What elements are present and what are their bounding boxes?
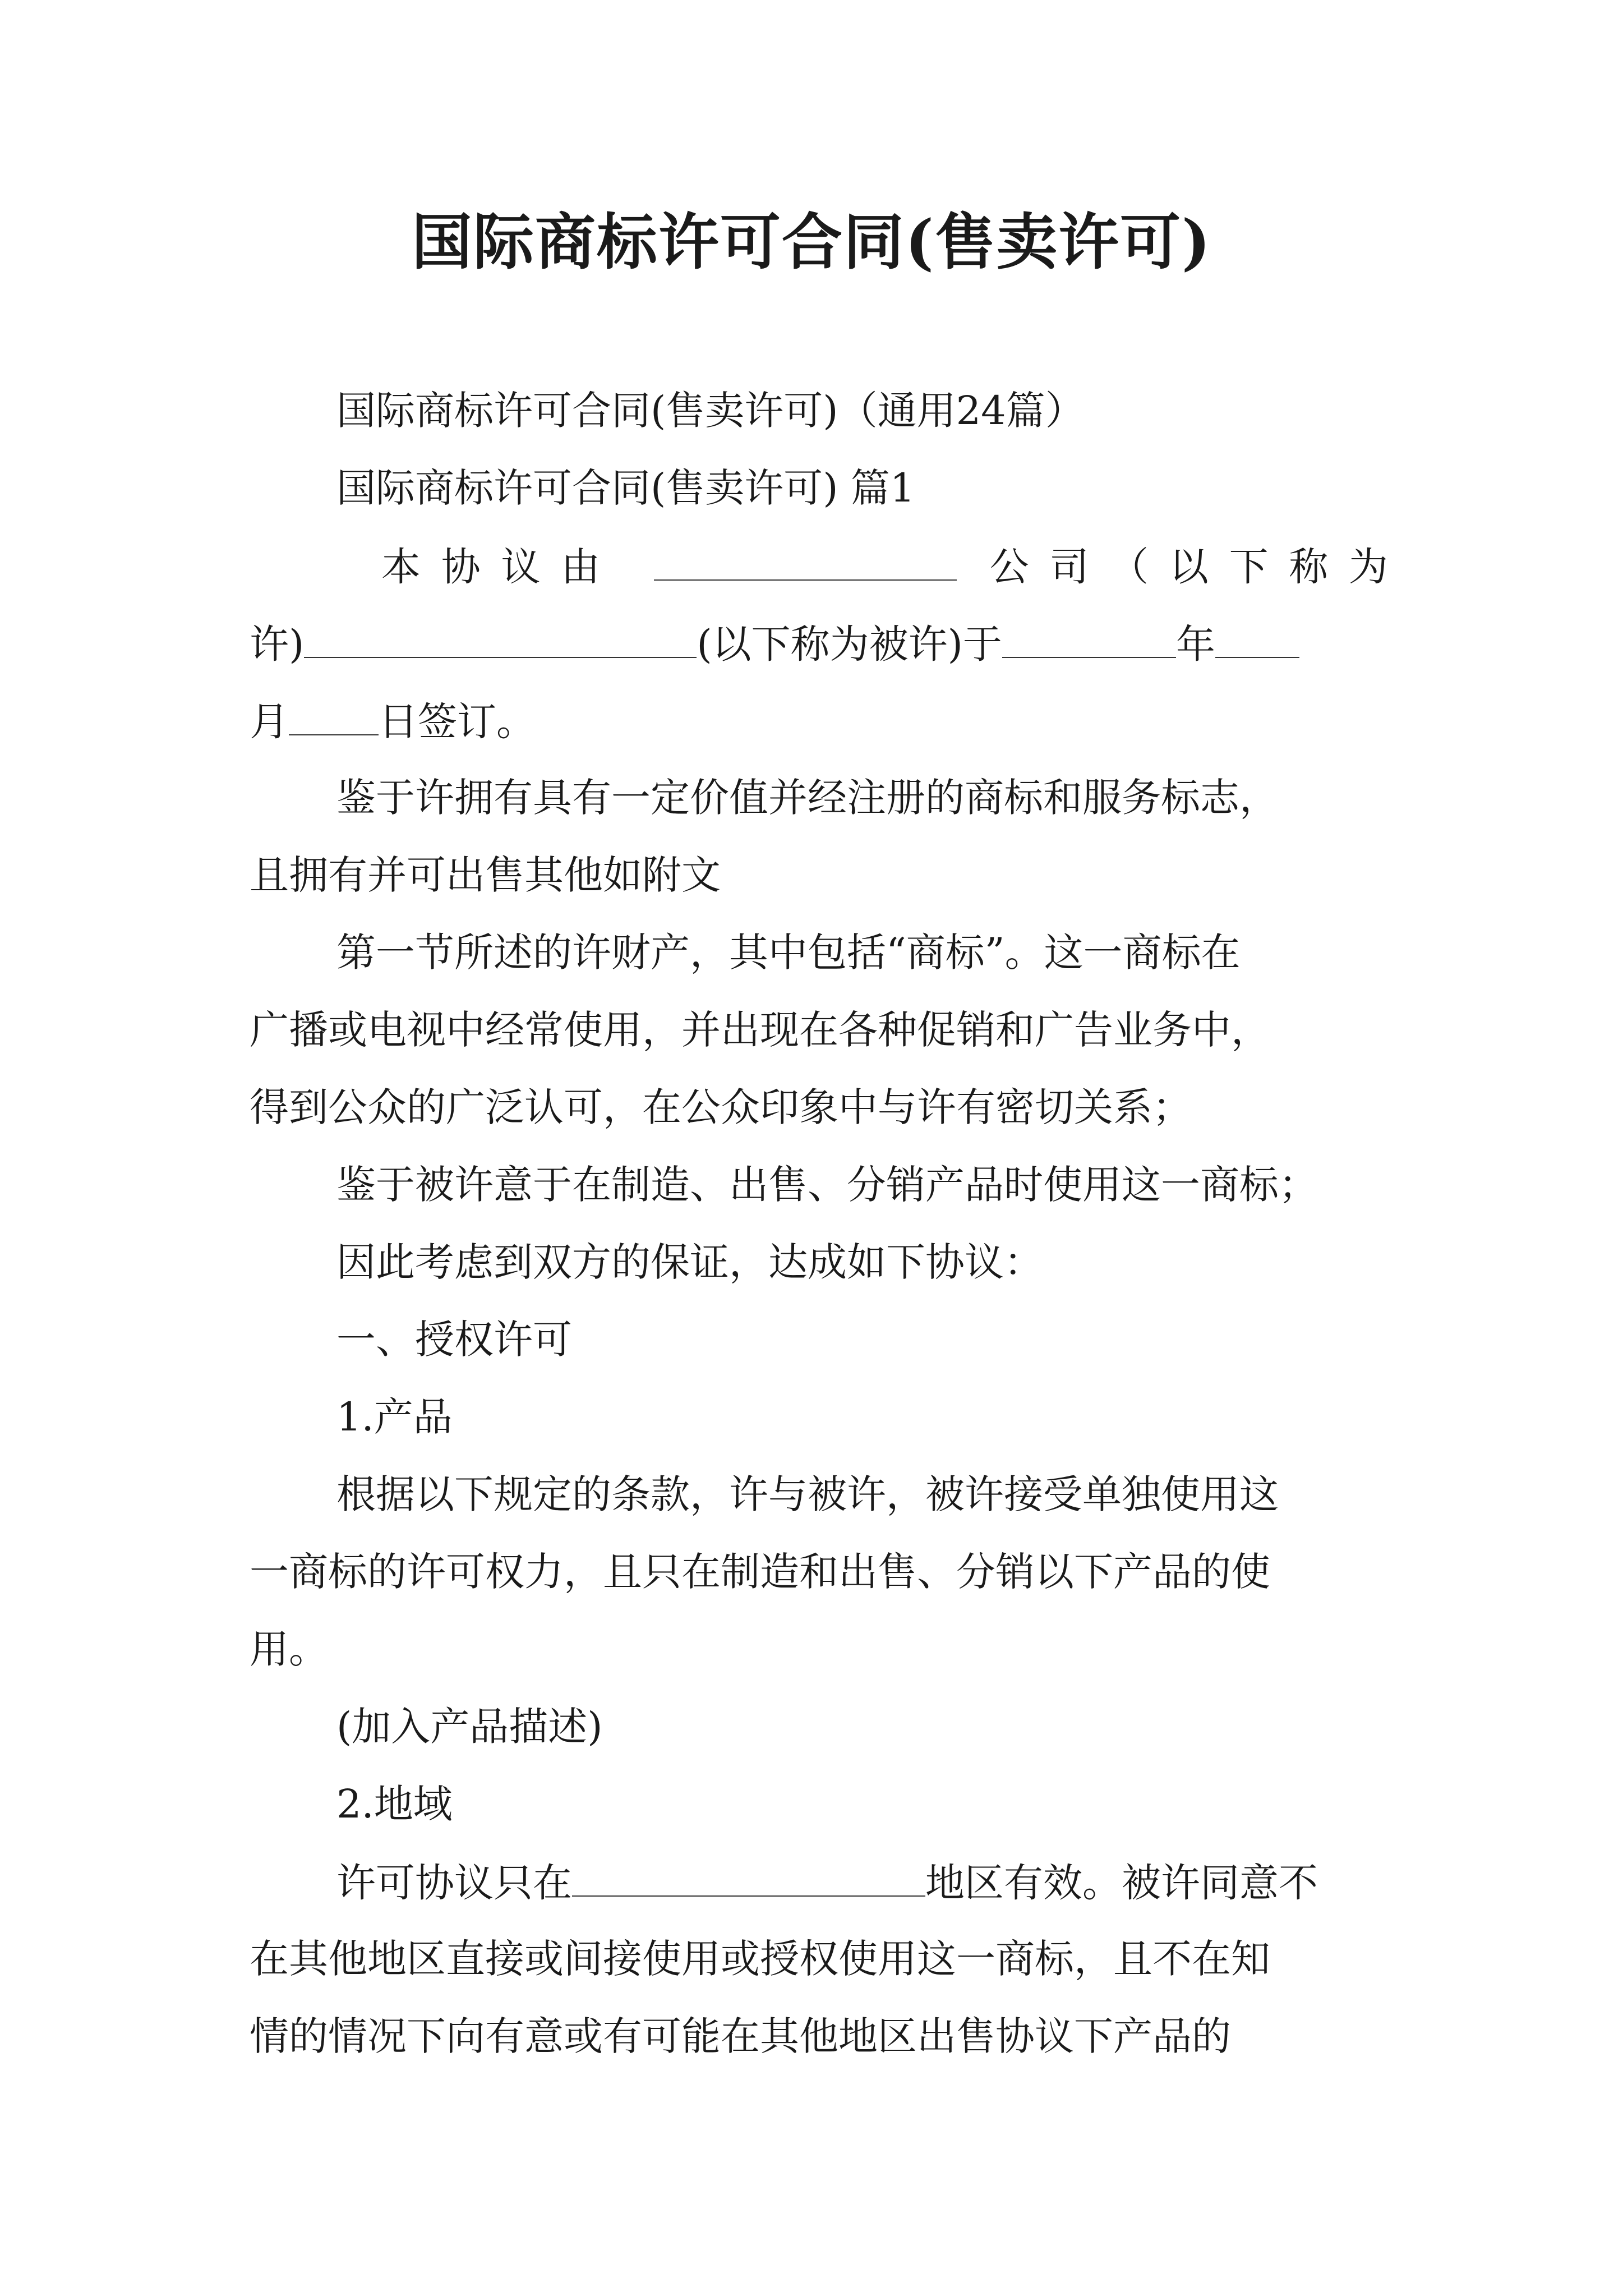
blank-field bbox=[1002, 619, 1176, 658]
text-fragment: 公司（以下称为 bbox=[989, 544, 1388, 590]
section-heading: 国际商标许可合同(售卖许可) 篇1 bbox=[336, 465, 915, 511]
paragraph-line: 用。 bbox=[250, 1626, 328, 1672]
paragraph-line: 一商标的许可权力，且只在制造和出售、分销以下产品的使 bbox=[250, 1549, 1270, 1595]
paragraph-line: 鉴于被许意于在制造、出售、分销产品时使用这一商标； bbox=[336, 1162, 1318, 1208]
clause-heading: 一、授权许可 bbox=[336, 1317, 572, 1363]
blank-field bbox=[1215, 619, 1299, 658]
text-fragment: 许) bbox=[250, 621, 305, 668]
document-title: 国际商标许可合同(售卖许可) bbox=[411, 207, 1212, 278]
clause-heading: 1.产品 bbox=[336, 1394, 453, 1440]
subtitle-line: 国际商标许可合同(售卖许可)（通用24篇） bbox=[336, 388, 1085, 434]
paragraph-line: 情的情况下向有意或有可能在其他地区出售协议下产品的 bbox=[250, 2013, 1231, 2059]
text-fragment: 本协议由 bbox=[381, 544, 621, 590]
text-fragment: 地区有效。被许同意不 bbox=[925, 1860, 1318, 1906]
paragraph-line bbox=[250, 619, 1388, 668]
blank-field bbox=[572, 1858, 925, 1897]
paragraph-line bbox=[336, 1858, 1388, 1907]
paragraph-line: 第一节所述的许财产，其中包括“商标”。这一商标在 bbox=[336, 930, 1241, 976]
paragraph-line: 且拥有并可出售其他如附文 bbox=[250, 852, 721, 898]
text-fragment: (以下称为被许)于 bbox=[697, 621, 1002, 668]
paragraph-line: 因此考虑到双方的保证，达成如下协议： bbox=[336, 1239, 1043, 1285]
paragraph-line: 在其他地区直接或间接使用或授权使用这一商标，且不在知 bbox=[250, 1936, 1270, 1982]
paragraph-line: (加入产品描述) bbox=[336, 1704, 603, 1750]
paragraph-line: 根据以下规定的条款，许与被许，被许接受单独使用这 bbox=[336, 1471, 1279, 1517]
text-fragment: 年 bbox=[1175, 621, 1215, 668]
paragraph-line bbox=[381, 542, 1388, 591]
blank-field bbox=[289, 697, 379, 735]
text-fragment: 日签订。 bbox=[379, 698, 536, 745]
blank-field bbox=[654, 542, 957, 581]
text-fragment: 月 bbox=[250, 698, 289, 745]
paragraph-line: 广播或电视中经常使用，并出现在各种促销和广告业务中， bbox=[250, 1007, 1270, 1053]
paragraph-line bbox=[250, 697, 1388, 746]
blank-field bbox=[304, 619, 697, 658]
paragraph-line: 得到公众的广泛认可，在公众印象中与许有密切关系； bbox=[250, 1084, 1192, 1130]
clause-heading: 2.地域 bbox=[336, 1781, 453, 1827]
paragraph-line: 鉴于许拥有具有一定价值并经注册的商标和服务标志， bbox=[336, 775, 1279, 821]
text-fragment: 许可协议只在 bbox=[336, 1860, 572, 1906]
